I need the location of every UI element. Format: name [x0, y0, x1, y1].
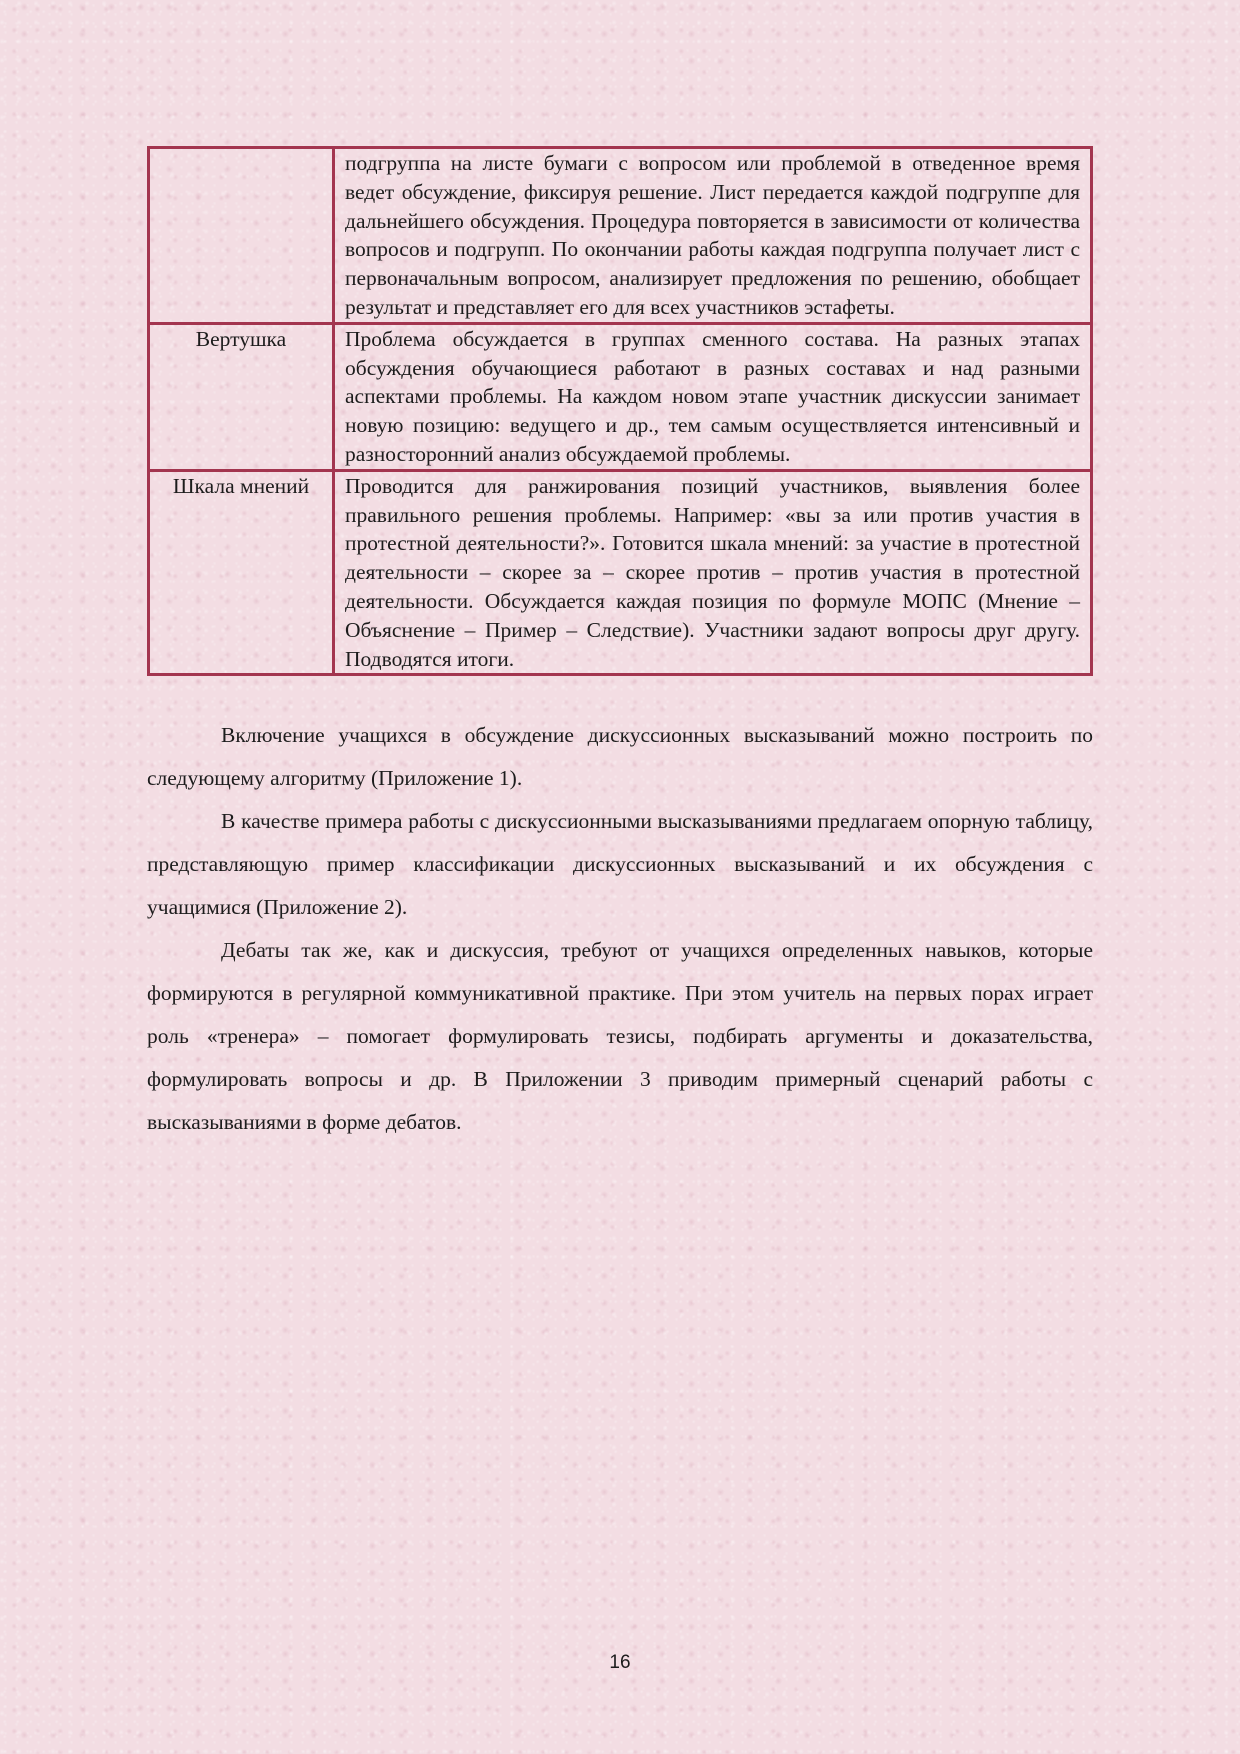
paragraph: Включение учащихся в обсуждение дискуссионных высказываний можно построить по следующему алгоритму (Приложение 1). [147, 723, 1093, 791]
page-number: 16 [609, 1652, 631, 1673]
method-name: Шкала мнений [149, 470, 334, 675]
paragraph: В качестве примера работы с дискуссионными высказываниями предлагаем опорную таблицу, представляющую пример классификации дискуссионных высказываний и их обсуждения с учащимися (Приложение 2). [147, 809, 1093, 920]
table-row [149, 323, 1092, 470]
method-description: Проблема обсуждается в группах сменного состава. На разных этапах обсуждения обучающиеся работают в разных составах и над разными аспектами проблемы. На каждом новом этапе участник дискуссии занимает новую позицию: ведущего и др., тем самым осуществляется интенсивный и разносторонний анализ обсуждаемой проблемы. [334, 323, 1092, 470]
method-name: Вертушка [149, 323, 334, 470]
method-description: Проводится для ранжирования позиций участников, выявления более правильного решения проблемы. Например: «вы за или против участия в протестной деятельности?». Готовится шкала мнений: за участие в протестной деятельности – скорее за – скорее против – против участия в протестной деятельности. Обсуждается каждая позиция по формуле МОПС (Мнение – Объяснение – Пример – Следствие). Участники задают вопросы друг другу. Подводятся итоги. [334, 470, 1092, 675]
page-content [147, 146, 1093, 1144]
body-text [147, 714, 1093, 1144]
table-row [149, 148, 1092, 324]
methods-table [147, 146, 1093, 676]
paragraph: Дебаты так же, как и дискуссия, требуют от учащихся определенных навыков, которые формируются в регулярной коммуникативной практике. При этом учитель на первых порах играет роль «тренера» – помогает формулировать тезисы, подбирать аргументы и доказательства, формулировать вопросы и др. В Приложении 3 приводим примерный сценарий работы с высказываниями в форме дебатов. [147, 938, 1093, 1135]
method-description: подгруппа на листе бумаги с вопросом или проблемой в отведенное время ведет обсуждение, фиксируя решение. Лист передается каждой подгруппе для дальнейшего обсуждения. Процедура повторяется в зависимости от количества вопросов и подгрупп. По окончании работы каждая подгруппа получает лист с первоначальным вопросом, анализирует предложения по решению, обобщает результат и представляет его для всех участников эстафеты. [334, 148, 1092, 324]
table-row [149, 470, 1092, 675]
method-name [149, 148, 334, 324]
